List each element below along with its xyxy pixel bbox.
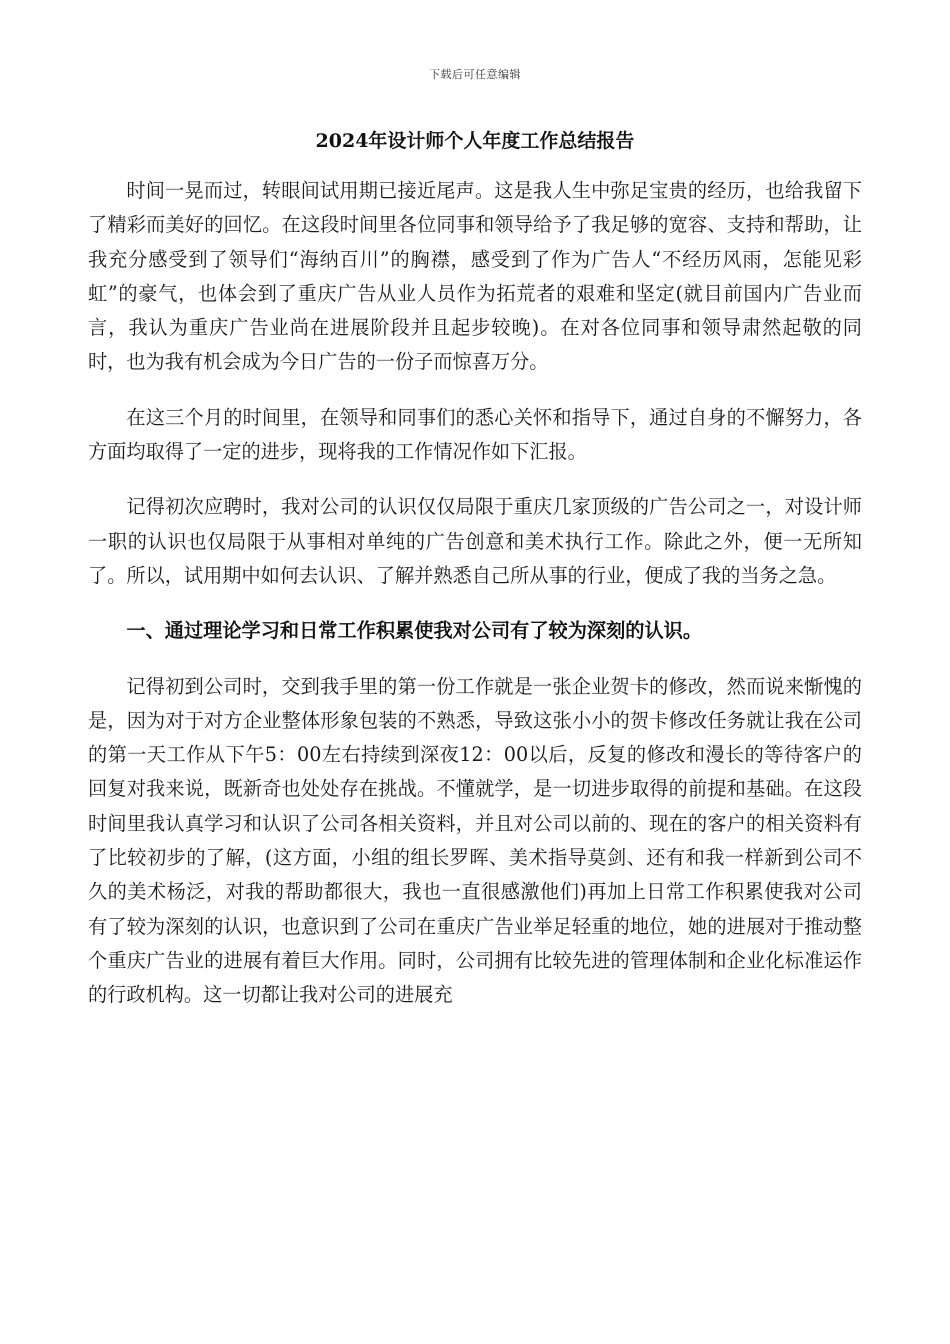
document-body [88,174,862,1013]
page-title: 2024年设计师个人年度工作总结报告 [315,130,635,152]
paragraph-intro: 时间一晃而过，转眼间试用期已接近尾声。这是我人生中弥足宝贵的经历，也给我留下了精彩而美好的回忆。在这段时间里各位同事和领导给予了我足够的宽容、支持和帮助，让我充分感受到了领导们“海纳百川”的胸襟，感受到了作为广告人“不经历风雨，怎能见彩虹”的豪气，也体会到了重庆广告从业人员作为拓荒者的艰难和坚定(就目前国内广告业而言，我认为重庆广告业尚在进展阶段并且起步较晚)。在对各位同事和领导肃然起敬的同时，也为我有机会成为今日广告的一份子而惊喜万分。 [88,179,862,374]
paragraph-summary: 在这三个月的时间里，在领导和同事们的悉心关怀和指导下，通过自身的不懈努力，各方面均取得了一定的进步，现将我的工作情况作如下汇报。 [88,405,862,464]
paragraph-background: 记得初次应聘时，我对公司的认识仅仅局限于重庆几家顶级的广告公司之一，对设计师一职的认识也仅局限于从事相对单纯的广告创意和美术执行工作。除此之外，便一无所知了。所以，试用期中如何去认识、了解并熟悉自己所从事的行业，便成了我的当务之急。 [88,495,862,587]
header-note: 下载后可任意编辑 [429,68,521,81]
paragraph-section-1: 记得初到公司时，交到我手里的第一份工作就是一张企业贺卡的修改，然而说来惭愧的是，因为对于对方企业整体形象包装的不熟悉，导致这张小小的贺卡修改任务就让我在公司的第一天工作从下午5：00左右持续到深夜12：00以后，反复的修改和漫长的等待客户的回复对我来说，既新奇也处处存在挑战。不懂就学，是一切进步取得的前提和基础。在这段时间里我认真学习和认识了公司各相关资料，并且对公司以前的、现在的客户的相关资料有了比较初步的了解，(这方面，小组的组长罗晖、美术指导莫剑、还有和我一样新到公司不久的美术杨泛，对我的帮助都很大，我也一直很感激他们)再加上日常工作积累使我对公司有了较为深刻的认识，也意识到了公司在重庆广告业举足轻重的地位，她的进展对于推动整个重庆广告业的进展有着巨大作用。同时，公司拥有比较先进的管理体制和企业化标准运作的行政机构。这一切都让我对公司的进展充 [88,674,862,1007]
section-heading-1: 一、通过理论学习和日常工作积累使我对公司有了较为深刻的认识。 [126,619,703,643]
